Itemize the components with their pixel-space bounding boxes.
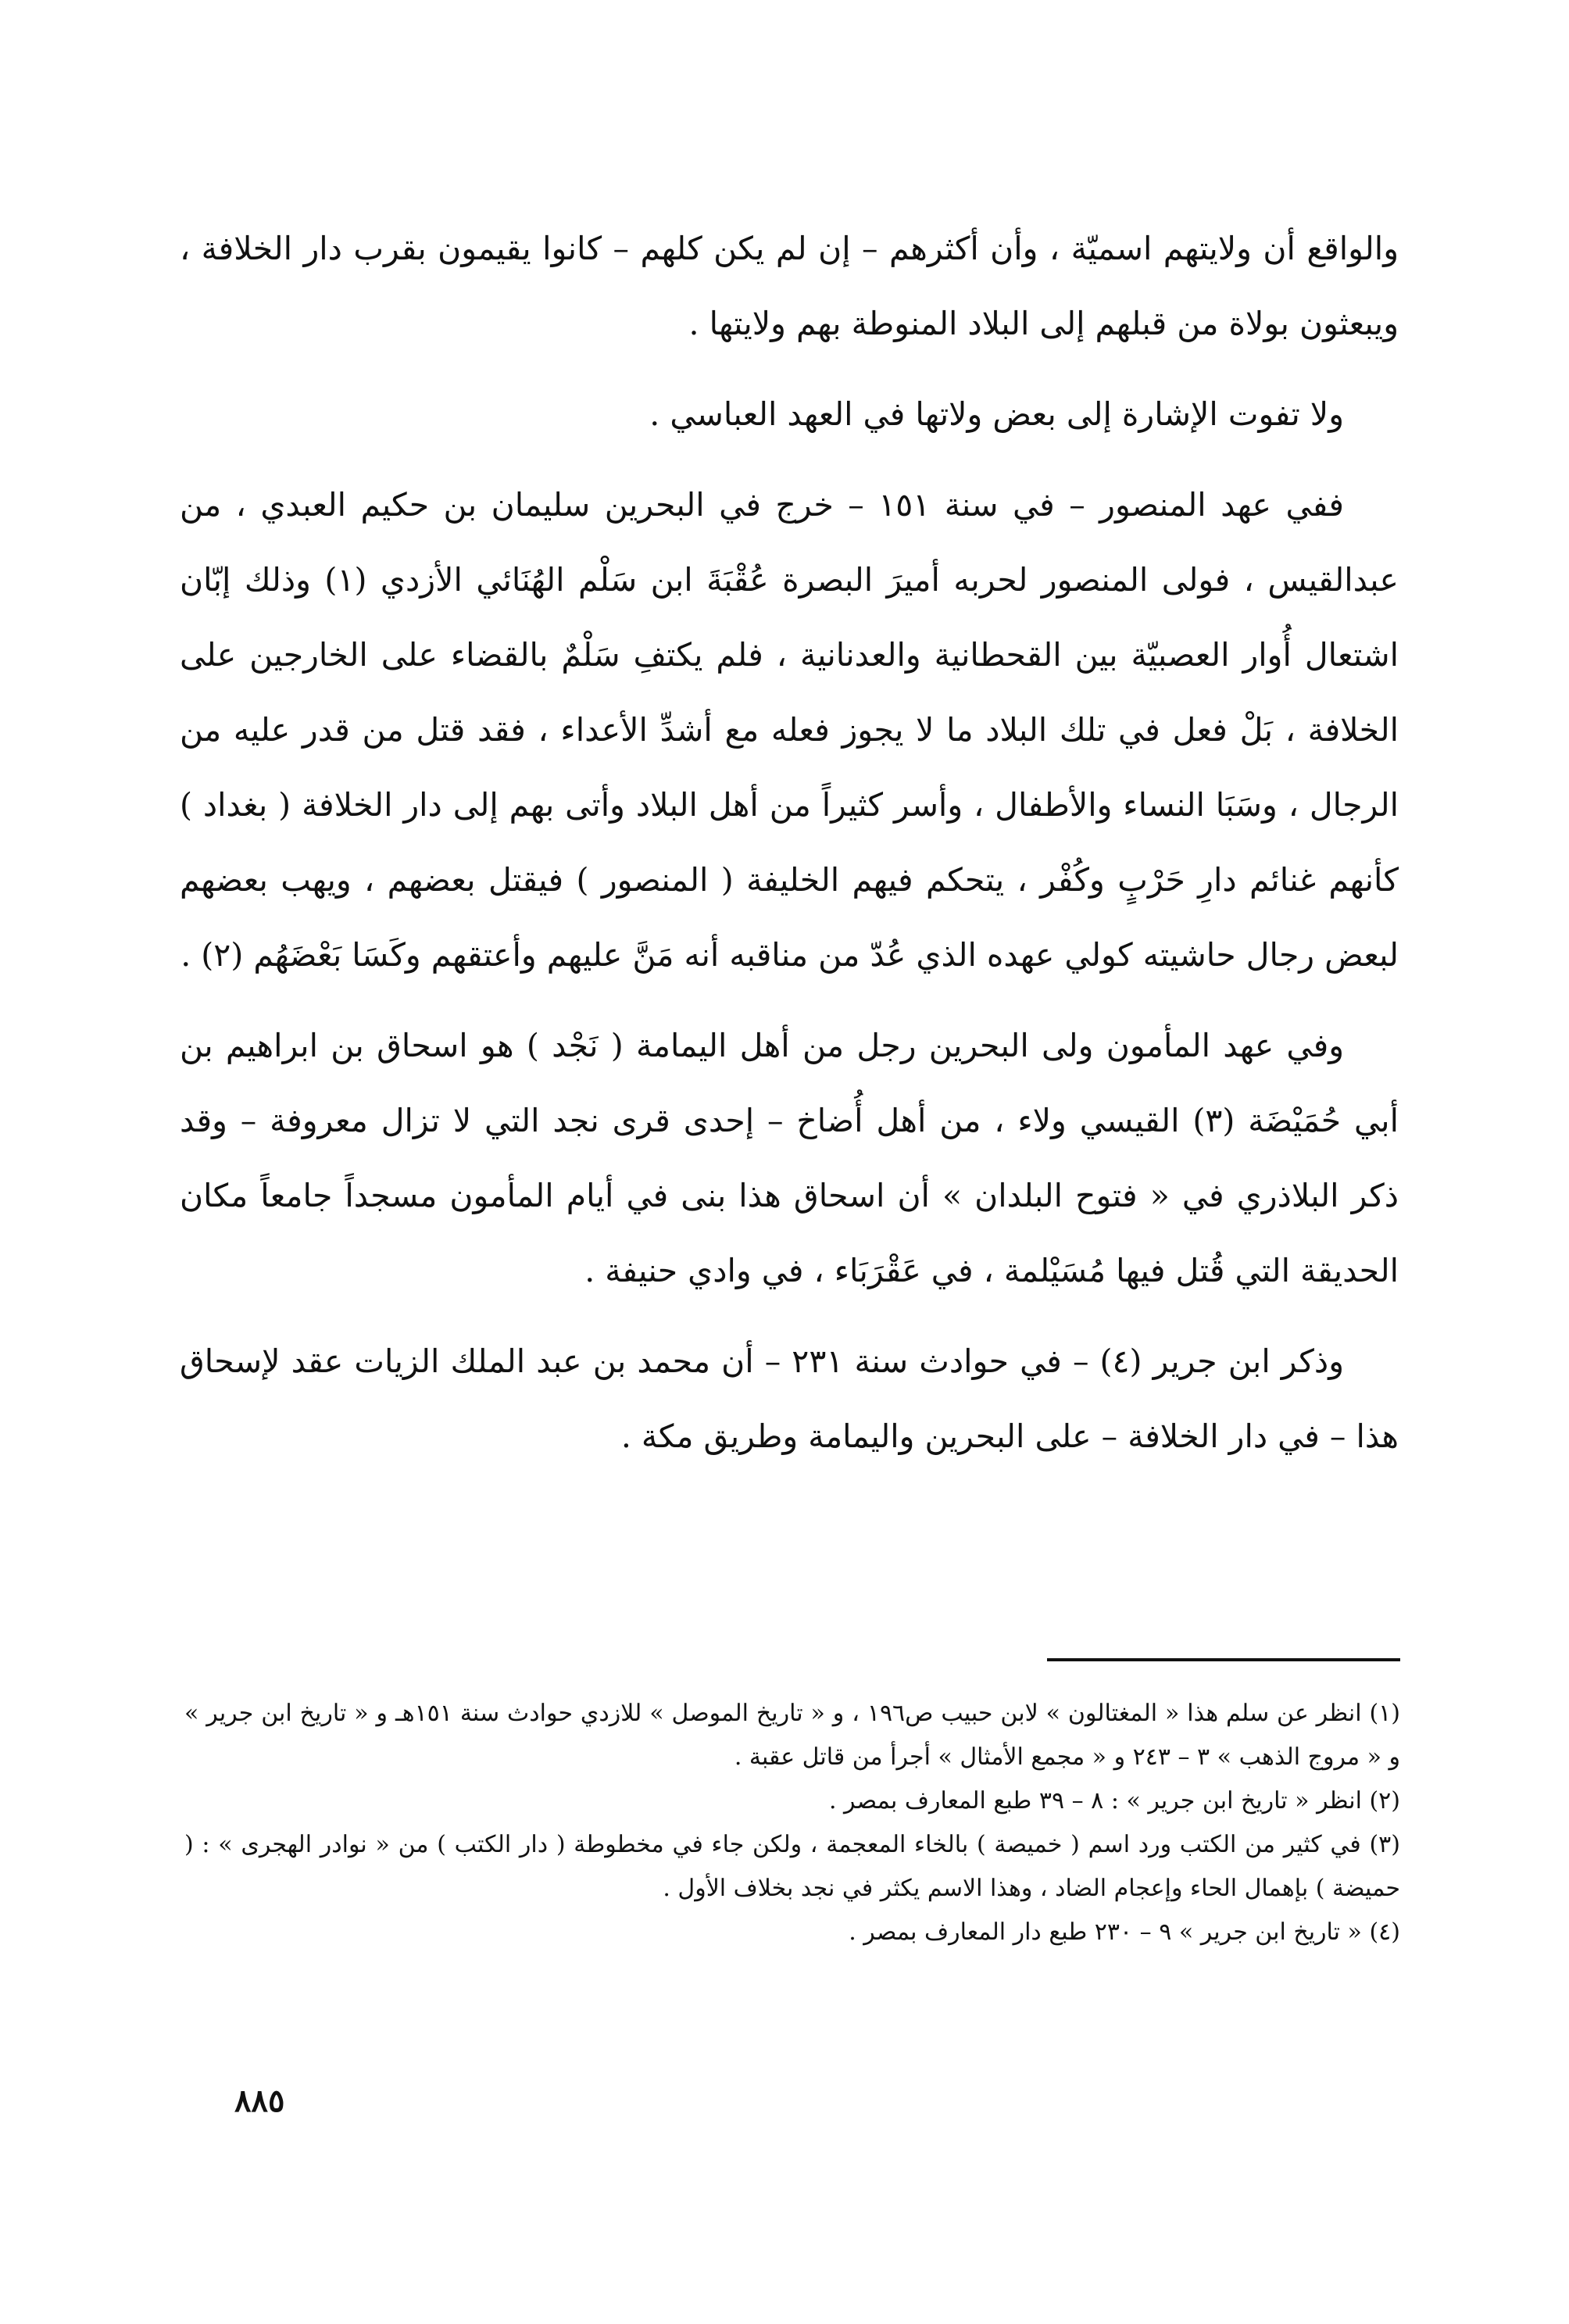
footnote-1: (١) انظر عن سلم هذا « المغتالون » لابن حبيب ص١٩٦ ، و « تاريخ الموصل » للازدي حوادث سنة ١٥١هـ و « تاريخ ابن جرير » و « مروج الذهب » ٣ – ٢٤٣ و « مجمع الأمثال » أجرأ من قاتل عقبة . [184,1700,1400,1771]
main-text [180,211,1399,1489]
footnote-divider [1047,1658,1400,1661]
paragraph-4: وفي عهد المأمون ولى البحرين رجل من أهل اليمامة ( نَجْد ) هو اسحاق بن ابراهيم بن أبي حُمَيْضَة (٣) القيسي ولاء ، من أهل أُضاخ – إحدى قرى نجد التي لا تزال معروفة – وقد ذكر البلاذري في « فتوح البلدان » أن اسحاق هذا بنى في أيام المأمون مسجداً جامعاً مكان الحديقة التي قُتل فيها مُسَيْلمة ، في عَقْرَبَاء ، في وادي حنيفة . [180,1027,1399,1289]
footnote-3: (٣) في كثير من الكتب ورد اسم ( خميصة ) بالخاء المعجمة ، ولكن جاء في مخطوطة ( دار الكتب ) من « نوادر الهجرى » : ( حميضة ) بإهمال الحاء وإعجام الضاد ، وهذا الاسم يكثر في نجد بخلاف الأول . [184,1831,1400,1902]
page-number: ٨٨٥ [234,2083,285,2119]
paragraph-3: ففي عهد المنصور – في سنة ١٥١ – خرج في البحرين سليمان بن حكيم العبدي ، من عبدالقيس ، فولى المنصور لحربه أميرَ البصرة عُقْبَةَ ابن سَلْم الهُنَائي الأزدي (١) وذلك إبّان اشتعال أُوار العصبيّة بين القحطانية والعدنانية ، فلم يكتفِ سَلْمٌ بالقضاء على الخارجين على الخلافة ، بَلْ فعل في تلك البلاد ما لا يجوز فعله مع أشدِّ الأعداء ، فقد قتل من قدر عليه من الرجال ، وسَبَا النساء والأطفال ، وأسر كثيراً من أهل البلاد وأتى بهم إلى دار الخلافة ( بغداد ) كأنهم غنائم دارِ حَرْبٍ وكُفْر ، يتحكم فيهم الخليفة ( المنصور ) فيقتل بعضهم ، ويهب بعضهم لبعض رجال حاشيته كولي عهده الذي عُدّ من مناقبه أنه مَنَّ عليهم وأعتقهم وكَسَا بَعْضَهُم (٢) . [180,486,1399,974]
paragraph-1: والواقع أن ولايتهم اسميّة ، وأن أكثرهم – إن لم يكن كلهم – كانوا يقيمون بقرب دار الخلافة ، ويبعثون بولاة من قبلهم إلى البلاد المنوطة بهم ولايتها . [180,230,1399,342]
paragraph-5: وذكر ابن جرير (٤) – في حوادث سنة ٢٣١ – أن محمد بن عبد الملك الزيات عقد لإسحاق هذا – في دار الخلافة – على البحرين واليمامة وطريق مكة . [180,1343,1399,1455]
footnote-2: (٢) انظر « تاريخ ابن جرير » : ٨ – ٣٩ طبع المعارف بمصر . [828,1787,1400,1815]
footnote-4: (٤) « تاريخ ابن جرير » ٩ – ٢٣٠ طبع دار المعارف بمصر . [849,1918,1400,1946]
footnotes [184,1692,1400,1954]
paragraph-2: ولا تفوت الإشارة إلى بعض ولاتها في العهد العباسي . [649,395,1344,433]
